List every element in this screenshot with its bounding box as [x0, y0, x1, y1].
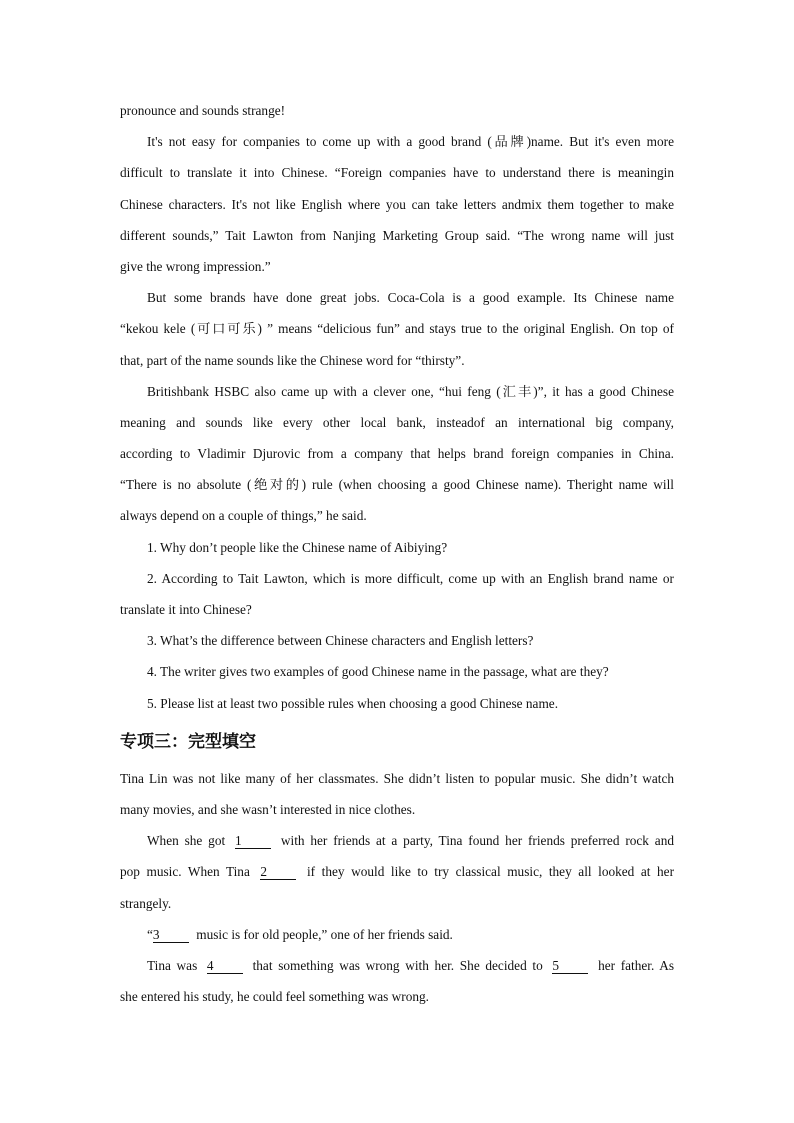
question-2-cont: translate it into Chinese? — [120, 602, 252, 617]
text: that something was wrong with her. She decided to — [252, 957, 543, 973]
text-line: Chinese characters. It's not like English where you can take letters andmix them together to make — [120, 196, 674, 212]
text-line: But some brands have done great jobs. Coca-Cola is a good example. Its Chinese name — [147, 290, 674, 306]
question-4: 4. The writer gives two examples of good Chinese name in the passage, what are they? — [147, 664, 609, 680]
text-line: she entered his study, he could feel something was wrong. — [120, 989, 429, 1005]
text-line — [120, 950, 674, 981]
text-line: Britishbank HSBC also came up with a clever one, “hui feng (汇丰)”, it has a good Chinese — [147, 383, 674, 399]
text: pop music. When Tina — [120, 864, 250, 880]
document-page — [120, 95, 674, 1012]
text-line: that, part of the name sounds like the Chinese word for “thirsty”. — [120, 352, 465, 368]
text-line — [120, 825, 674, 856]
text-line: different sounds,” Tait Lawton from Nanjing Marketing Group said. “The wrong name will just — [120, 227, 674, 243]
text: When she got — [147, 833, 226, 849]
text: if they would like to try classical music, they all looked at her — [306, 864, 675, 880]
text-line — [120, 919, 674, 950]
blank-5[interactable]: 5 — [552, 959, 588, 974]
question-3: 3. What’s the difference between Chinese characters and English letters? — [147, 633, 534, 649]
text-line: It's not easy for companies to come up with a good brand (品牌)name. But it's even more — [147, 134, 674, 150]
text-line — [120, 856, 674, 887]
question-1: 1. Why don’t people like the Chinese name of Aibiying? — [147, 539, 448, 555]
text-line: difficult to translate it into Chinese. “Foreign companies have to understand there is meaningin — [120, 165, 674, 181]
text-line: pronounce and sounds strange! — [120, 103, 286, 118]
blank-4[interactable]: 4 — [207, 959, 243, 974]
question-2: 2. According to Tait Lawton, which is more difficult, come up with an English brand name or — [147, 570, 674, 586]
text: her father. As — [598, 957, 675, 973]
text-line: give the wrong impression.” — [120, 258, 271, 274]
text: “ — [147, 926, 153, 942]
text-line: according to Vladimir Djurovic from a company that helps brand foreign companies in China. — [120, 446, 674, 462]
question-5: 5. Please list at least two possible rules when choosing a good Chinese name. — [147, 695, 559, 711]
text-line: “kekou kele (可口可乐) ” means “delicious fun” and stays true to the original English. On top of — [120, 321, 674, 337]
text: Tina was — [147, 957, 198, 973]
text-line: always depend on a couple of things,” he said. — [120, 508, 367, 524]
section-heading: 专项三：完型填空 — [120, 731, 256, 752]
text-line: many movies, and she wasn’t interested in nice clothes. — [120, 801, 416, 817]
text-line: meaning and sounds like every other local bank, insteadof an international big company, — [120, 414, 674, 430]
text-line: strangely. — [120, 895, 172, 911]
blank-3[interactable]: 3 — [153, 928, 189, 943]
text: music is for old people,” one of her friends said. — [196, 926, 453, 942]
text-line: Tina Lin was not like many of her classmates. She didn’t listen to popular music. She didn’t watch — [120, 770, 674, 786]
blank-1[interactable]: 1 — [235, 834, 271, 849]
blank-2[interactable]: 2 — [260, 865, 296, 880]
text: with her friends at a party, Tina found her friends preferred rock and — [280, 833, 675, 849]
text-line: “There is no absolute (绝对的) rule (when choosing a good Chinese name). Theright name will — [120, 477, 674, 493]
